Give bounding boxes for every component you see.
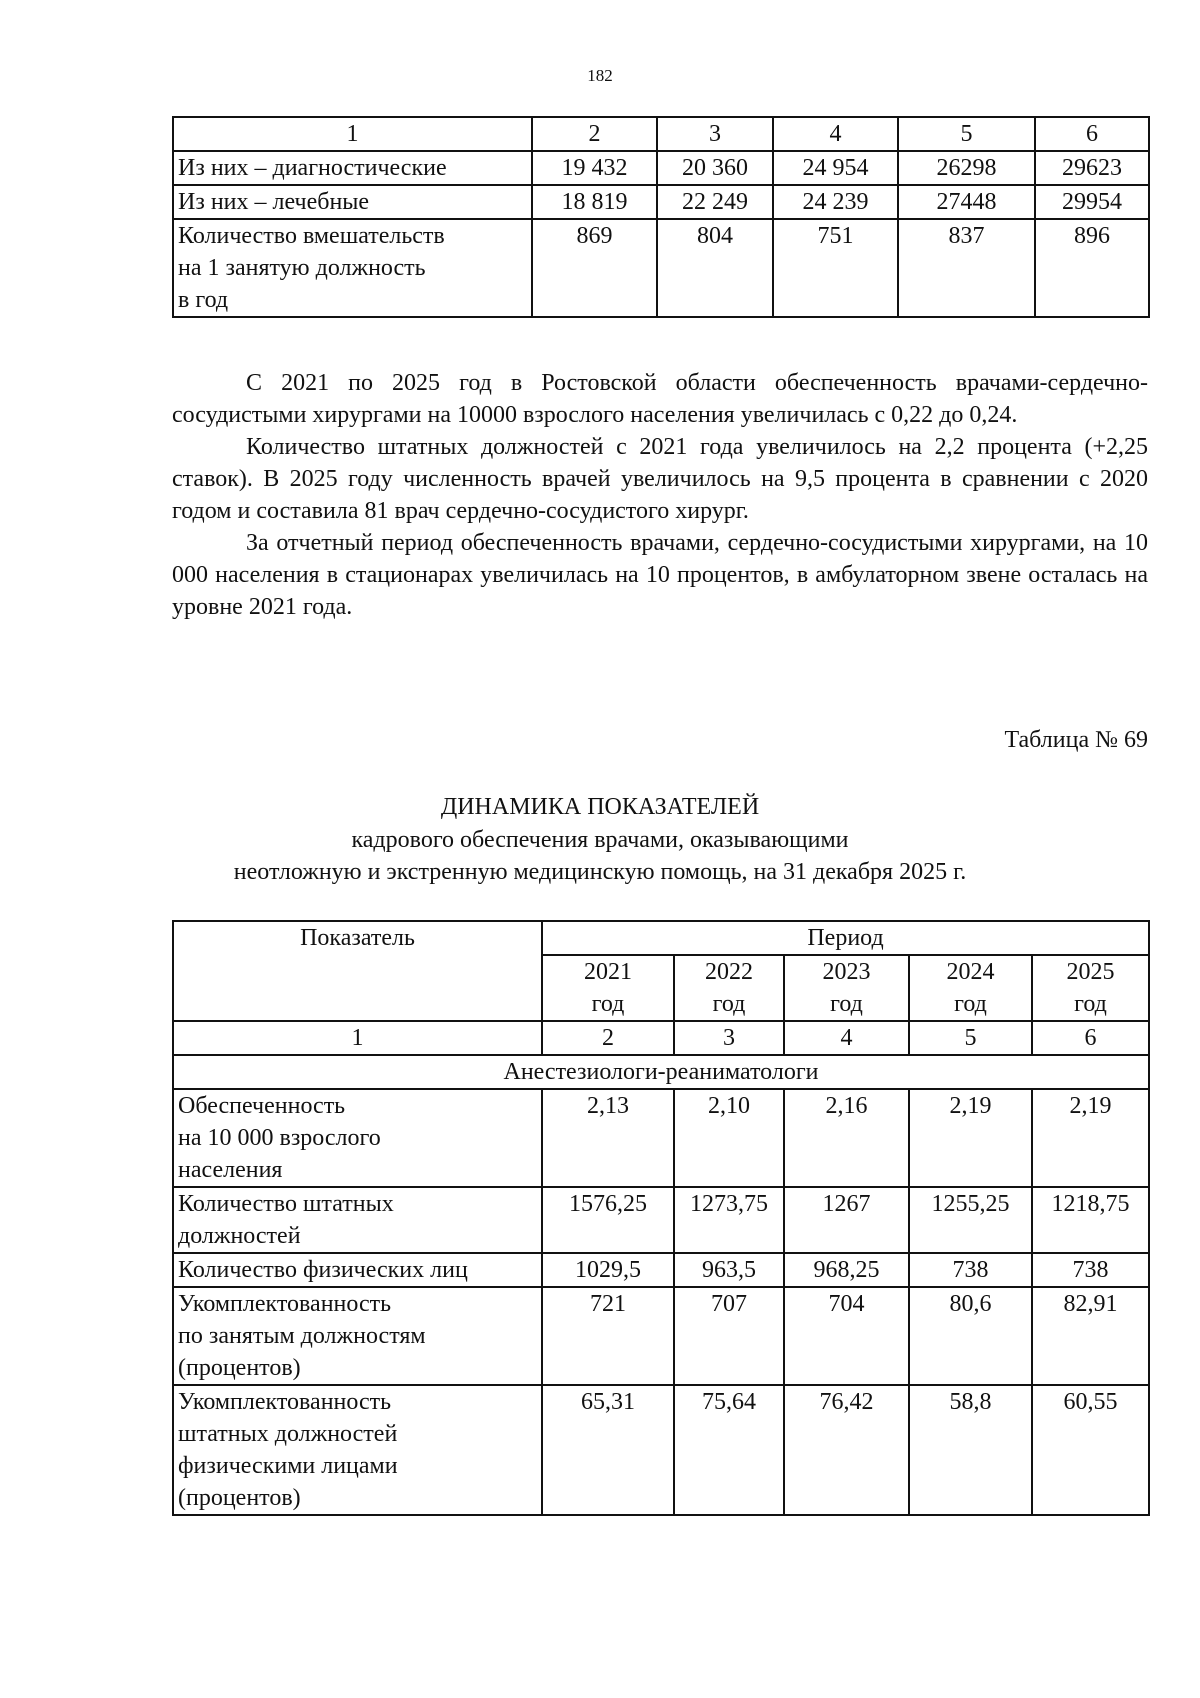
- table-row: [173, 151, 1149, 185]
- table-row: [173, 1287, 1149, 1385]
- table-label: Таблица № 69: [1004, 727, 1148, 753]
- value-cell: 20 360: [657, 151, 773, 185]
- column-number-cell: 2: [542, 1021, 674, 1055]
- body-text: [172, 367, 1148, 623]
- value-cell: 751: [773, 219, 898, 317]
- row-label-cell: Из них – лечебные: [173, 185, 532, 219]
- value-cell: 82,91: [1032, 1287, 1149, 1385]
- value-cell: 60,55: [1032, 1385, 1149, 1515]
- row-label-cell: Количество вмешательств на 1 занятую должность в год: [173, 219, 532, 317]
- year-header-cell: 2021 год: [542, 955, 674, 1021]
- table-row: [173, 185, 1149, 219]
- continued-table: [172, 116, 1150, 318]
- staffing-table: [172, 920, 1150, 1516]
- value-cell: 75,64: [674, 1385, 784, 1515]
- value-cell: 1273,75: [674, 1187, 784, 1253]
- value-cell: 738: [1032, 1253, 1149, 1287]
- value-cell: 707: [674, 1287, 784, 1385]
- section-row: [173, 1055, 1149, 1089]
- value-cell: 1029,5: [542, 1253, 674, 1287]
- table-subtitle: неотложную и экстренную медицинскую помощь, на 31 декабря 2025 г.: [233, 859, 967, 885]
- column-number-cell: 4: [784, 1021, 909, 1055]
- value-cell: 2,19: [1032, 1089, 1149, 1187]
- paragraph: За отчетный период обеспеченность врачами, сердечно-сосудистыми хирургами, на 10 000 населения в стационарах увеличилась на 10 процентов, в амбулаторном звене осталась на уровне 2021 года.: [172, 530, 1148, 620]
- column-number-cell: 3: [657, 117, 773, 151]
- indicator-header-cell: Показатель: [173, 921, 542, 1021]
- value-cell: 721: [542, 1287, 674, 1385]
- year-header-cell: 2022 год: [674, 955, 784, 1021]
- value-cell: 65,31: [542, 1385, 674, 1515]
- row-label-cell: Количество штатных должностей: [173, 1187, 542, 1253]
- row-label-cell: Количество физических лиц: [173, 1253, 542, 1287]
- column-number-cell: 6: [1032, 1021, 1149, 1055]
- value-cell: 80,6: [909, 1287, 1032, 1385]
- column-number-cell: 5: [898, 117, 1035, 151]
- value-cell: 704: [784, 1287, 909, 1385]
- value-cell: 26298: [898, 151, 1035, 185]
- value-cell: 2,16: [784, 1089, 909, 1187]
- page-number: 182: [587, 66, 613, 85]
- row-label-cell: Укомплектованность по занятым должностям (процентов): [173, 1287, 542, 1385]
- value-cell: 24 239: [773, 185, 898, 219]
- section-header-cell: Анестезиологи-реаниматологи: [173, 1055, 1149, 1089]
- value-cell: 24 954: [773, 151, 898, 185]
- year-header-cell: 2023 год: [784, 955, 909, 1021]
- year-header-cell: 2025 год: [1032, 955, 1149, 1021]
- row-label-cell: Укомплектованность штатных должностей физическими лицами (процентов): [173, 1385, 542, 1515]
- value-cell: 869: [532, 219, 657, 317]
- table-subtitle: кадрового обеспечения врачами, оказывающими: [351, 827, 849, 853]
- paragraph: Количество штатных должностей с 2021 года увеличилось на 2,2 процента (+2,25 ставок). В 2025 году численность врачей увеличилось на 9,5 процента в сравнении с 2020 годом и составила 81 врач сердечно-сосудистого хирург.: [172, 434, 1148, 524]
- value-cell: 22 249: [657, 185, 773, 219]
- column-numbers-row: [173, 1021, 1149, 1055]
- column-number-cell: 1: [173, 117, 532, 151]
- table-header-row: [173, 117, 1149, 151]
- value-cell: 29623: [1035, 151, 1149, 185]
- table-row: [173, 1187, 1149, 1253]
- value-cell: 2,13: [542, 1089, 674, 1187]
- value-cell: 19 432: [532, 151, 657, 185]
- table-header-row: [173, 921, 1149, 955]
- table-row: [173, 1385, 1149, 1515]
- value-cell: 76,42: [784, 1385, 909, 1515]
- column-number-cell: 5: [909, 1021, 1032, 1055]
- value-cell: 29954: [1035, 185, 1149, 219]
- table-row: [173, 219, 1149, 317]
- table-row: [173, 1089, 1149, 1187]
- value-cell: 968,25: [784, 1253, 909, 1287]
- value-cell: 1255,25: [909, 1187, 1032, 1253]
- row-label-cell: Из них – диагностические: [173, 151, 532, 185]
- column-number-cell: 3: [674, 1021, 784, 1055]
- column-number-cell: 1: [173, 1021, 542, 1055]
- value-cell: 58,8: [909, 1385, 1032, 1515]
- value-cell: 896: [1035, 219, 1149, 317]
- value-cell: 1576,25: [542, 1187, 674, 1253]
- year-header-cell: 2024 год: [909, 955, 1032, 1021]
- value-cell: 27448: [898, 185, 1035, 219]
- value-cell: 804: [657, 219, 773, 317]
- column-number-cell: 6: [1035, 117, 1149, 151]
- value-cell: 2,10: [674, 1089, 784, 1187]
- paragraph: С 2021 по 2025 год в Ростовской области обеспеченность врачами-сердечно-сосудистыми хирургами на 10000 взрослого населения увеличилась с 0,22 до 0,24.: [172, 370, 1148, 428]
- value-cell: 2,19: [909, 1089, 1032, 1187]
- value-cell: 837: [898, 219, 1035, 317]
- value-cell: 963,5: [674, 1253, 784, 1287]
- value-cell: 1218,75: [1032, 1187, 1149, 1253]
- period-header-cell: Период: [542, 921, 1149, 955]
- value-cell: 738: [909, 1253, 1032, 1287]
- column-number-cell: 4: [773, 117, 898, 151]
- value-cell: 18 819: [532, 185, 657, 219]
- row-label-cell: Обеспеченность на 10 000 взрослого населения: [173, 1089, 542, 1187]
- table-title: ДИНАМИКА ПОКАЗАТЕЛЕЙ: [440, 794, 760, 820]
- column-number-cell: 2: [532, 117, 657, 151]
- table-row: [173, 1253, 1149, 1287]
- value-cell: 1267: [784, 1187, 909, 1253]
